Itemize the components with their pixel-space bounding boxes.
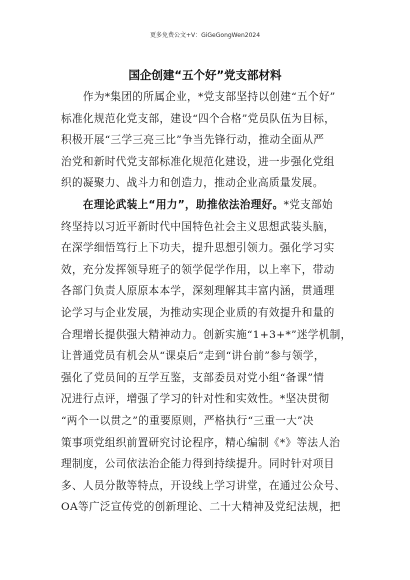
body-line: 论学习与企业发展，为推动实现企业质的有效提升和量的 xyxy=(61,306,335,319)
body-line: 让普通党员有机会从“课桌后”走到“讲台前”参与领学， xyxy=(61,350,325,363)
body-line: 强化了党员间的互学互鉴，支部委员对党小组“备课”情 xyxy=(61,371,325,384)
body-line: 织的凝聚力、战斗力和创造力，推动企业高质量发展。 xyxy=(61,177,324,190)
body-line: 多、人员分散等特点，开设线上学习讲堂，在通过公众号、 xyxy=(61,479,346,492)
page-header: 更多免费公文+V：GiGeGongWen2024 xyxy=(149,32,261,39)
section-heading-line xyxy=(61,195,361,217)
body-line: 积极开展“三学三亮三比”争当先锋行动，推动全面从严 xyxy=(61,134,325,147)
document-body xyxy=(61,87,361,519)
body-line: OA等广泛宣传党的创新理论、二十大精神及党纪法规，把 xyxy=(61,501,341,514)
body-line: 况进行点评，增强了学习的针对性和实效性。*坚决贯彻 xyxy=(61,393,330,406)
section-heading: 在理论武装上“用力”，助推依法治理好。 xyxy=(61,198,284,211)
section-heading-continuation: *党支部始 xyxy=(283,198,333,211)
body-line: 作为*集团的所属企业，*党支部坚持以创建“五个好” xyxy=(61,91,336,103)
body-line: 理制度，公司依法治企能力得到持续提升。同时针对项目 xyxy=(61,458,335,471)
body-line: 终坚持以习近平新时代中国特色社会主义思想武装头脑， xyxy=(61,220,335,233)
body-line: 各部门负责人原原本本学，深刻理解其丰富内涵，贯通理 xyxy=(61,285,335,298)
body-line: “两个一以贯之”的重要原则，严格执行“三重一大”决 xyxy=(61,414,314,427)
document-title: 国企创建“五个好”党支部材料 xyxy=(128,68,282,82)
body-line: 效，充分发挥领导班子的领学促学作用，以上率下，带动 xyxy=(61,263,335,276)
body-line: 在深学细悟笃行上下功夫，提升思想引领力。强化学习实 xyxy=(61,242,335,255)
body-line: 合理增长提供强大精神动力。创新实施“1+3+*”迷学机制， xyxy=(61,328,352,341)
body-line: 标准化规范化党支部，建设“四个合格”党员队伍为目标， xyxy=(61,112,336,125)
body-line: 策事项党组织前置研究讨论程序，精心编制《*》等法人治 xyxy=(61,436,341,449)
body-line: 治党和新时代党支部标准化规范化建设，进一步强化党组 xyxy=(61,155,335,168)
